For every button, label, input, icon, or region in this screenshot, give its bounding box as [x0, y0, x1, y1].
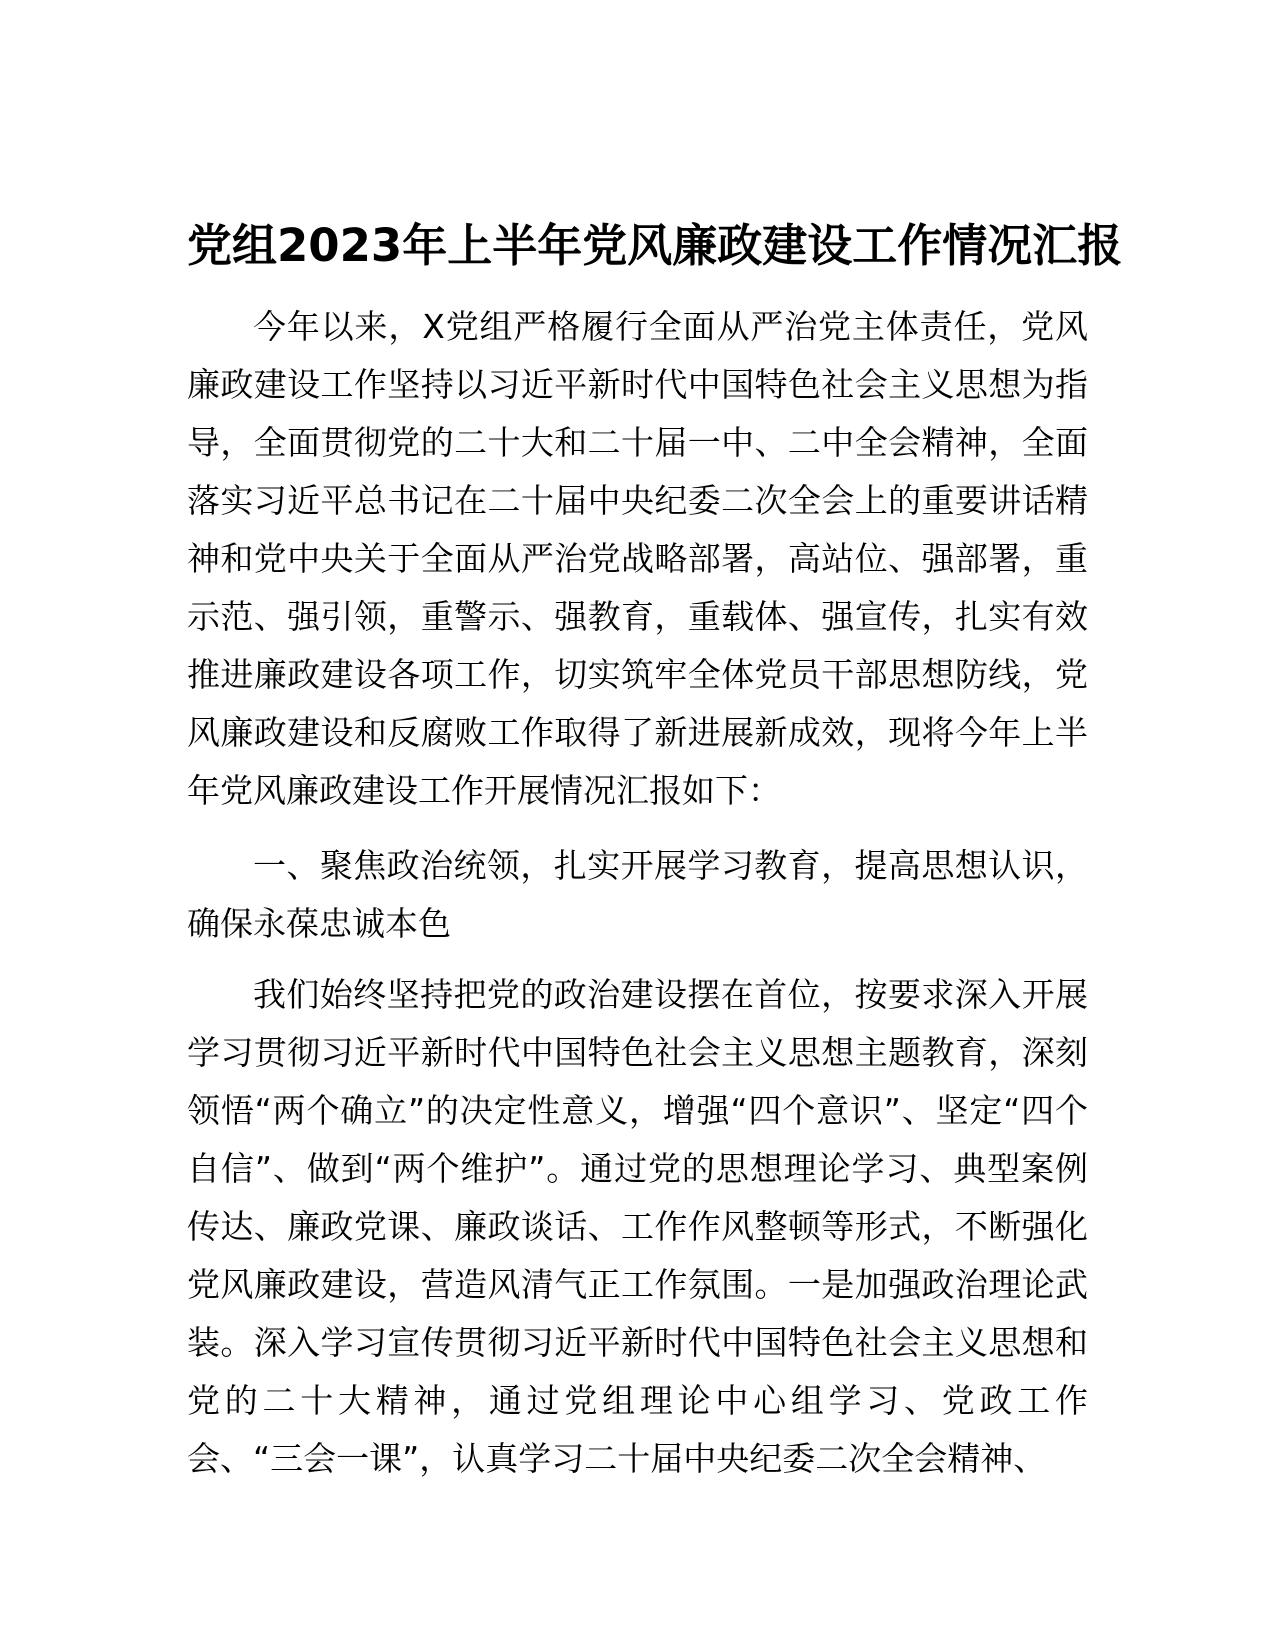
- text-line: 会、“三会一课”，认真学习二十届中央纪委二次全会精神、: [187, 1439, 1047, 1478]
- text-line: 传达、廉政党课、廉政谈话、工作作风整顿等形式，不断强化: [187, 1207, 1088, 1246]
- text-line: 我们始终坚持把党的政治建设摆在首位，按要求深入开展: [253, 975, 1088, 1014]
- text-line: 党的二十大精神，通过党组理论中心组学习、党政工作: [187, 1381, 1088, 1420]
- text-line: 学习贯彻习近平新时代中国特色社会主义思想主题教育，深刻: [187, 1033, 1088, 1072]
- text-line: 自信”、做到“两个维护”。通过党的思想理论学习、典型案例: [187, 1149, 1088, 1188]
- text-line: 廉政建设工作坚持以习近平新时代中国特色社会主义思想为指: [187, 365, 1088, 404]
- text-line: 领悟“两个确立”的决定性意义，增强“四个意识”、坚定“四个: [187, 1091, 1088, 1130]
- section-heading-1: [187, 837, 1088, 953]
- text-line: 一、聚焦政治统领，扎实开展学习教育，提高思想认识，: [253, 846, 1088, 885]
- text-line: 年党风廉政建设工作开展情况汇报如下：: [187, 771, 781, 810]
- text-line: 今年以来，X党组严格履行全面从严治党主体责任，党风: [253, 307, 1088, 346]
- text-line: 确保永葆忠诚本色: [187, 904, 451, 943]
- text-line: 装。深入学习宣传贯彻习近平新时代中国特色社会主义思想和: [187, 1323, 1088, 1362]
- text-line: 党风廉政建设，营造风清气正工作氛围。一是加强政治理论武: [187, 1265, 1088, 1304]
- document-title: 党组2023年上半年党风廉政建设工作情况汇报: [187, 219, 1123, 272]
- document-content: [187, 0, 1123, 1650]
- text-line: 风廉政建设和反腐败工作取得了新进展新成效，现将今年上半: [187, 713, 1088, 752]
- text-line: 示范、强引领，重警示、强教育，重载体、强宣传，扎实有效: [187, 597, 1088, 636]
- text-line: 落实习近平总书记在二十届中央纪委二次全会上的重要讲话精: [187, 481, 1088, 520]
- text-line: 导，全面贯彻党的二十大和二十届一中、二中全会精神，全面: [187, 423, 1088, 462]
- text-line: 推进廉政建设各项工作，切实筑牢全体党员干部思想防线，党: [187, 655, 1088, 694]
- paragraph-section-1-body: [187, 966, 1088, 1488]
- text-line: 神和党中央关于全面从严治党战略部署，高站位、强部署，重: [187, 539, 1088, 578]
- paragraph-intro: [187, 298, 1088, 820]
